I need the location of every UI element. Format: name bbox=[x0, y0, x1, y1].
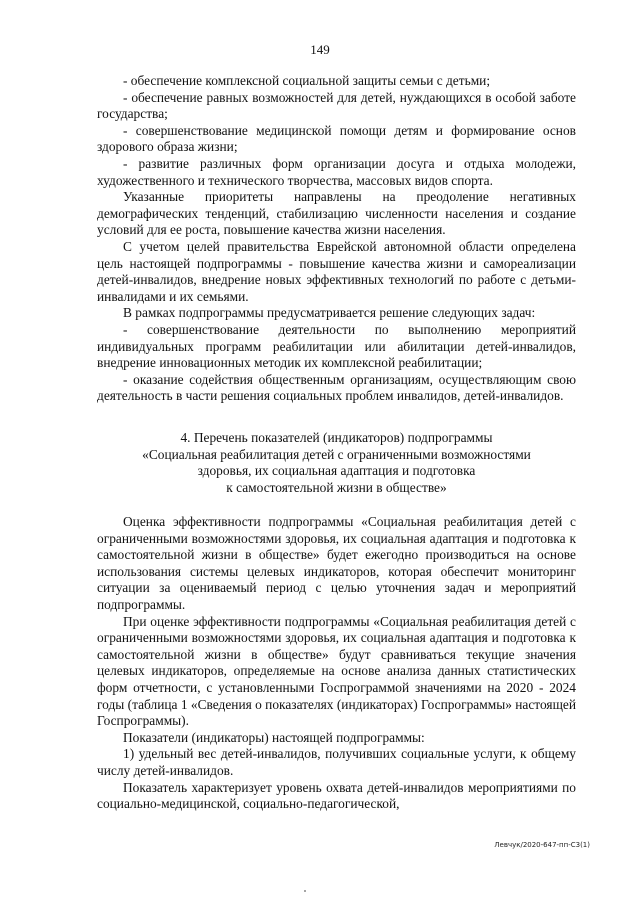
document-code: Левчук/2020-647-пп-С3(1) bbox=[494, 841, 590, 849]
heading-line: к самостоятельной жизни в обществе» bbox=[226, 479, 447, 495]
paragraph: В рамках подпрограммы предусматривается решение следующих задач: bbox=[123, 305, 536, 321]
paragraph: Показатель характеризует уровень охвата детей-инвалидов мероприятиями по социально-медицинской, социально-педагогической, bbox=[97, 779, 576, 812]
heading-line: «Социальная реабилитация детей с ограниченными возможностями bbox=[142, 446, 531, 462]
scan-speck bbox=[304, 890, 306, 892]
paragraph: Оценка эффективности подпрограммы «Социальная реабилитация детей с ограниченными возможностями здоровья, их социальная адаптация и подготовка к самостоятельной жизни в обществе» будет ежегодно производиться на основе использования системы целевых индикаторов, которая обеспечит мониторинг ситуации за оцениваемый период с целью уточнения задач и мероприятий подпрограммы. bbox=[97, 514, 576, 612]
section-heading bbox=[97, 430, 576, 496]
heading-line: 4. Перечень показателей (индикаторов) подпрограммы bbox=[180, 430, 493, 445]
paragraph: Указанные приоритеты направлены на преодоление негативных демографических тенденций, стабилизацию численности населения и создание условий для ее роста, повышение качества жизни населения. bbox=[97, 189, 576, 238]
paragraph: Показатели (индикаторы) настоящей подпрограммы: bbox=[123, 729, 425, 745]
paragraph: - совершенствование деятельности по выполнению мероприятий индивидуальных программ реабилитации или абилитации детей-инвалидов, внедрение инновационных методик их комплексной реабилитации; bbox=[97, 321, 576, 371]
paragraph: - обеспечение комплексной социальной защиты семьи с детьми; bbox=[123, 73, 491, 88]
paragraph: С учетом целей правительства Еврейской автономной области определена цель настоящей подпрограммы - повышение качества жизни и самореализации детей-инвалидов, внедрение новых эффективных технологий по работе с детьми-инвалидами и их семьями. bbox=[97, 238, 576, 304]
paragraph: - обеспечение равных возможностей для детей, нуждающихся в особой заботе государства; bbox=[97, 89, 576, 122]
paragraph: - совершенствование медицинской помощи детям и формирование основ здорового образа жизни; bbox=[97, 122, 576, 155]
paragraph: При оценке эффективности подпрограммы «Социальная реабилитация детей с ограниченными возможностями здоровья, их социальная адаптация и подготовка к самостоятельной жизни в обществе» будут сравниваться текущие значения целевых индикаторов, определяемые на основе анализа данных статистических форм отчетности, с установленными Госпрограммой значениями на 2020 - 2024 годы (таблица 1 «Сведения о показателях (индикаторах) Госпрограммы» настоящей Госпрограммы). bbox=[97, 613, 576, 729]
page-number: 149 bbox=[310, 42, 330, 57]
body-text-top bbox=[97, 73, 576, 405]
body-text-bottom bbox=[97, 514, 576, 813]
paragraph: - развитие различных форм организации досуга и отдыха молодежи, художественного и технического творчества, массовых видов спорта. bbox=[97, 155, 576, 188]
heading-line: здоровья, их социальная адаптация и подготовка bbox=[197, 463, 476, 479]
paragraph: 1) удельный вес детей-инвалидов, получивших социальные услуги, к общему числу детей-инвалидов. bbox=[97, 746, 576, 778]
paragraph: - оказание содействия общественным организациям, осуществляющим свою деятельность в части решения социальных проблем инвалидов, детей-инвалидов. bbox=[97, 371, 576, 404]
